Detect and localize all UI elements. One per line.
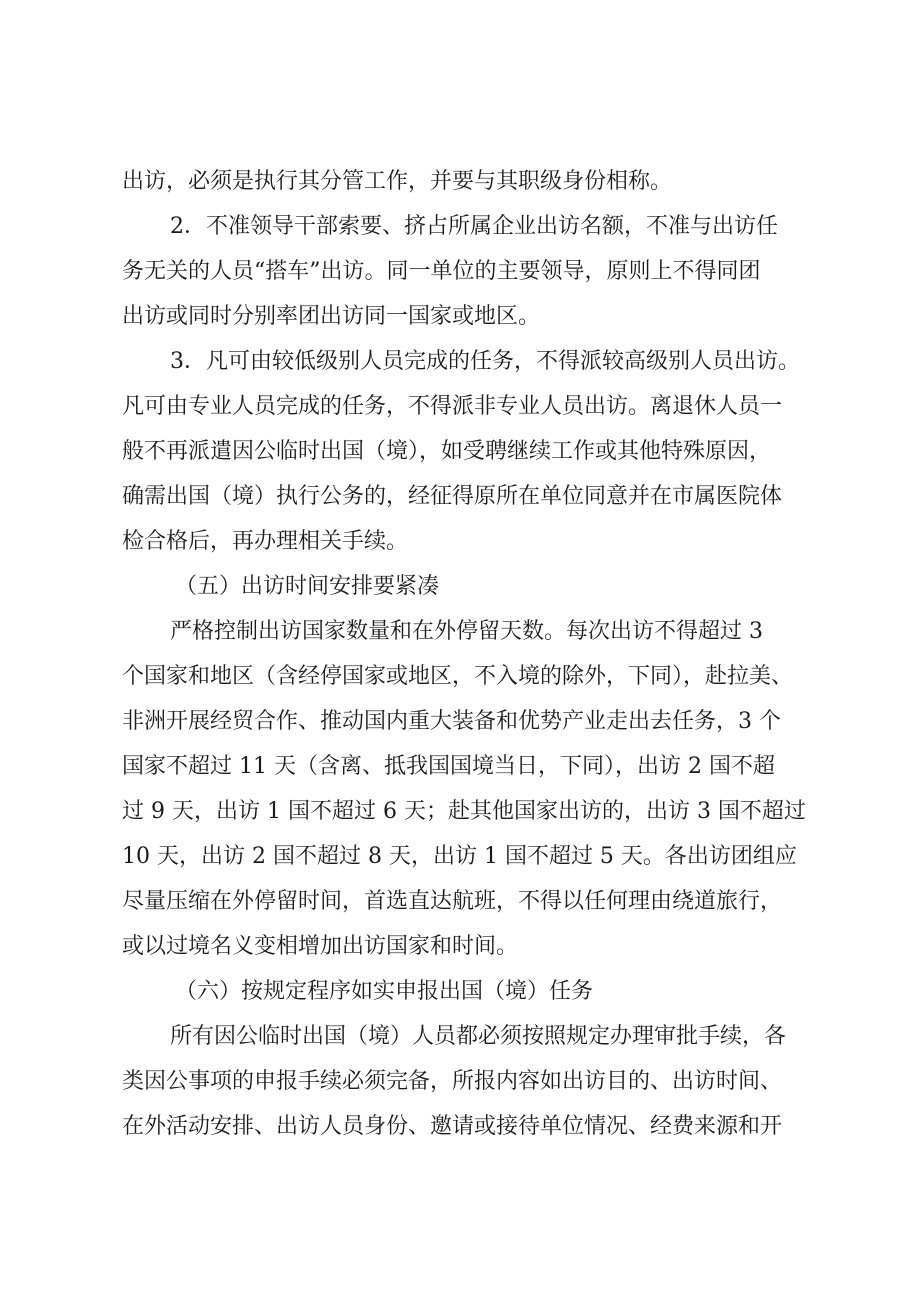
paragraph-line: 国家不超过 11 天（含离、抵我国国境当日，下同），出访 2 国不超 [122,754,775,779]
paragraph-line: 所有因公临时出国（境）人员都必须按照规定办理审批手续，各 [170,1024,787,1049]
paragraph-line: 确需出国（境）执行公务的，经征得原所在单位同意并在市属医院体 [122,484,783,509]
paragraph-line: 尽量压缩在外停留时间，首选直达航班，不得以任何理由绕道旅行， [122,889,783,914]
paragraph-line: 2．不准领导干部索要、挤占所属企业出访名额，不准与出访任 [170,214,778,239]
paragraph-line: 个国家和地区（含经停国家或地区，不入境的除外，下同），赴拉美、 [122,664,794,689]
section-heading: （五）出访时间安排要紧凑 [175,574,440,599]
paragraph-line: 类因公事项的申报手续必须完备，所报内容如出访目的、出访时间、 [122,1069,783,1094]
paragraph-line: 3．凡可由较低级别人员完成的任务，不得派较高级别人员出访。 [170,349,800,374]
paragraph-line: 检合格后，再办理相关手续。 [122,529,409,554]
paragraph-line: 严格控制出访国家数量和在外停留天数。每次出访不得超过 3 [170,619,763,644]
paragraph-line: 出访，必须是执行其分管工作，并要与其职级身份相称。 [122,169,673,194]
section-heading: （六）按规定程序如实申报出国（境）任务 [175,979,594,1004]
paragraph-line: 般不再派遣因公临时出国（境），如受聘继续工作或其他特殊原因， [122,439,772,464]
paragraph-line: 或以过境名义变相增加出访国家和时间。 [122,934,519,959]
paragraph-line: 出访或同时分别率团出访同一国家或地区。 [122,304,541,329]
paragraph-line: 过 9 天，出访 1 国不超过 6 天；赴其他国家出访的，出访 3 国不超过 [122,799,806,824]
paragraph-line: 10 天，出访 2 国不超过 8 天，出访 1 国不超过 5 天。各出访团组应 [122,844,797,869]
paragraph-line: 在外活动安排、出访人员身份、邀请或接待单位情况、经费来源和开 [122,1114,783,1139]
paragraph-line: 非洲开展经贸合作、推动国内重大装备和优势产业走出去任务，3 个 [122,709,781,734]
paragraph-line: 务无关的人员“搭车”出访。同一单位的主要领导，原则上不得同团 [122,259,761,284]
paragraph-line: 凡可由专业人员完成的任务，不得派非专业人员出访。离退休人员一 [122,394,783,419]
